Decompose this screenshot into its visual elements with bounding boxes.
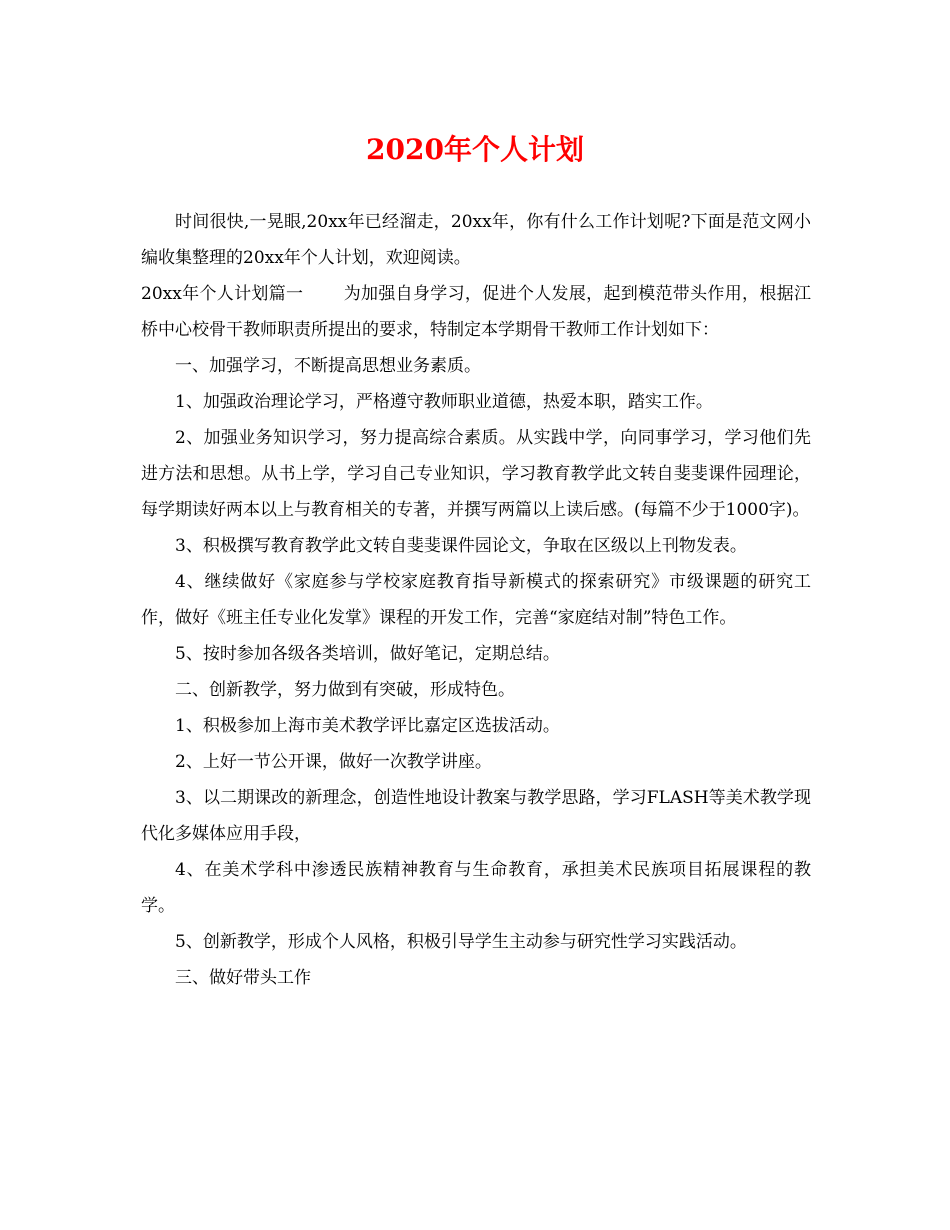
document-title: 2020年个人计划 bbox=[366, 133, 584, 166]
body-paragraph: 2、上好一节公开课，做好一次教学讲座。 bbox=[175, 752, 492, 772]
body-paragraph: 一、加强学习，不断提高思想业务素质。 bbox=[175, 356, 481, 376]
body-paragraph: 4、继续做好《家庭参与学校家庭教育指导新模式的探索研究》市级课题的研究工作，做好《班主任专业化发掌》课程的开发工作，完善“家庭结对制”特色工作。 bbox=[141, 572, 811, 628]
body-paragraph: 4、在美术学科中渗透民族精神教育与生命教育，承担美术民族项目拓展课程的教学。 bbox=[141, 860, 811, 916]
body-paragraph: 3、积极撰写教育教学此文转自斐斐课件园论文，争取在区级以上刊物发表。 bbox=[175, 536, 747, 556]
section-paragraph bbox=[141, 276, 811, 348]
body-paragraph: 三、做好带头工作 bbox=[175, 968, 311, 988]
document-body bbox=[141, 204, 811, 996]
body-paragraph: 3、以二期课改的新理念，创造性地设计教案与教学思路，学习FLASH等美术教学现代化多媒体应用手段， bbox=[141, 788, 811, 844]
body-paragraph: 1、加强政治理论学习，严格遵守教师职业道德，热爱本职，踏实工作。 bbox=[175, 392, 713, 412]
section-heading: 20xx年个人计划篇一 bbox=[141, 284, 304, 304]
body-paragraph: 5、按时参加各级各类培训，做好笔记，定期总结。 bbox=[175, 644, 560, 664]
body-paragraph: 5、创新教学，形成个人风格，积极引导学生主动参与研究性学习实践活动。 bbox=[175, 932, 747, 952]
body-paragraph: 二、创新教学，努力做到有突破，形成特色。 bbox=[175, 680, 515, 700]
body-paragraph: 1、积极参加上海市美术教学评比嘉定区选拔活动。 bbox=[175, 716, 560, 736]
intro-paragraph: 时间很快,一晃眼,20xx年已经溜走，20xx年，你有什么工作计划呢?下面是范文网小编收集整理的20xx年个人计划，欢迎阅读。 bbox=[141, 212, 811, 268]
body-paragraph: 2、加强业务知识学习，努力提高综合素质。从实践中学，向同事学习，学习他们先进方法和思想。从书上学，学习自己专业知识，学习教育教学此文转自斐斐课件园理论，每学期读好两本以上与教育相关的专著，并撰写两篇以上读后感。(每篇不少于1000字)。 bbox=[141, 428, 811, 520]
section-lead: 为加强自身学习，促进个人发展，起到模范带头作用，根据江桥中心校骨干教师职责所提出的要求，特制定本学期骨干教师工作计划如下： bbox=[141, 284, 812, 340]
